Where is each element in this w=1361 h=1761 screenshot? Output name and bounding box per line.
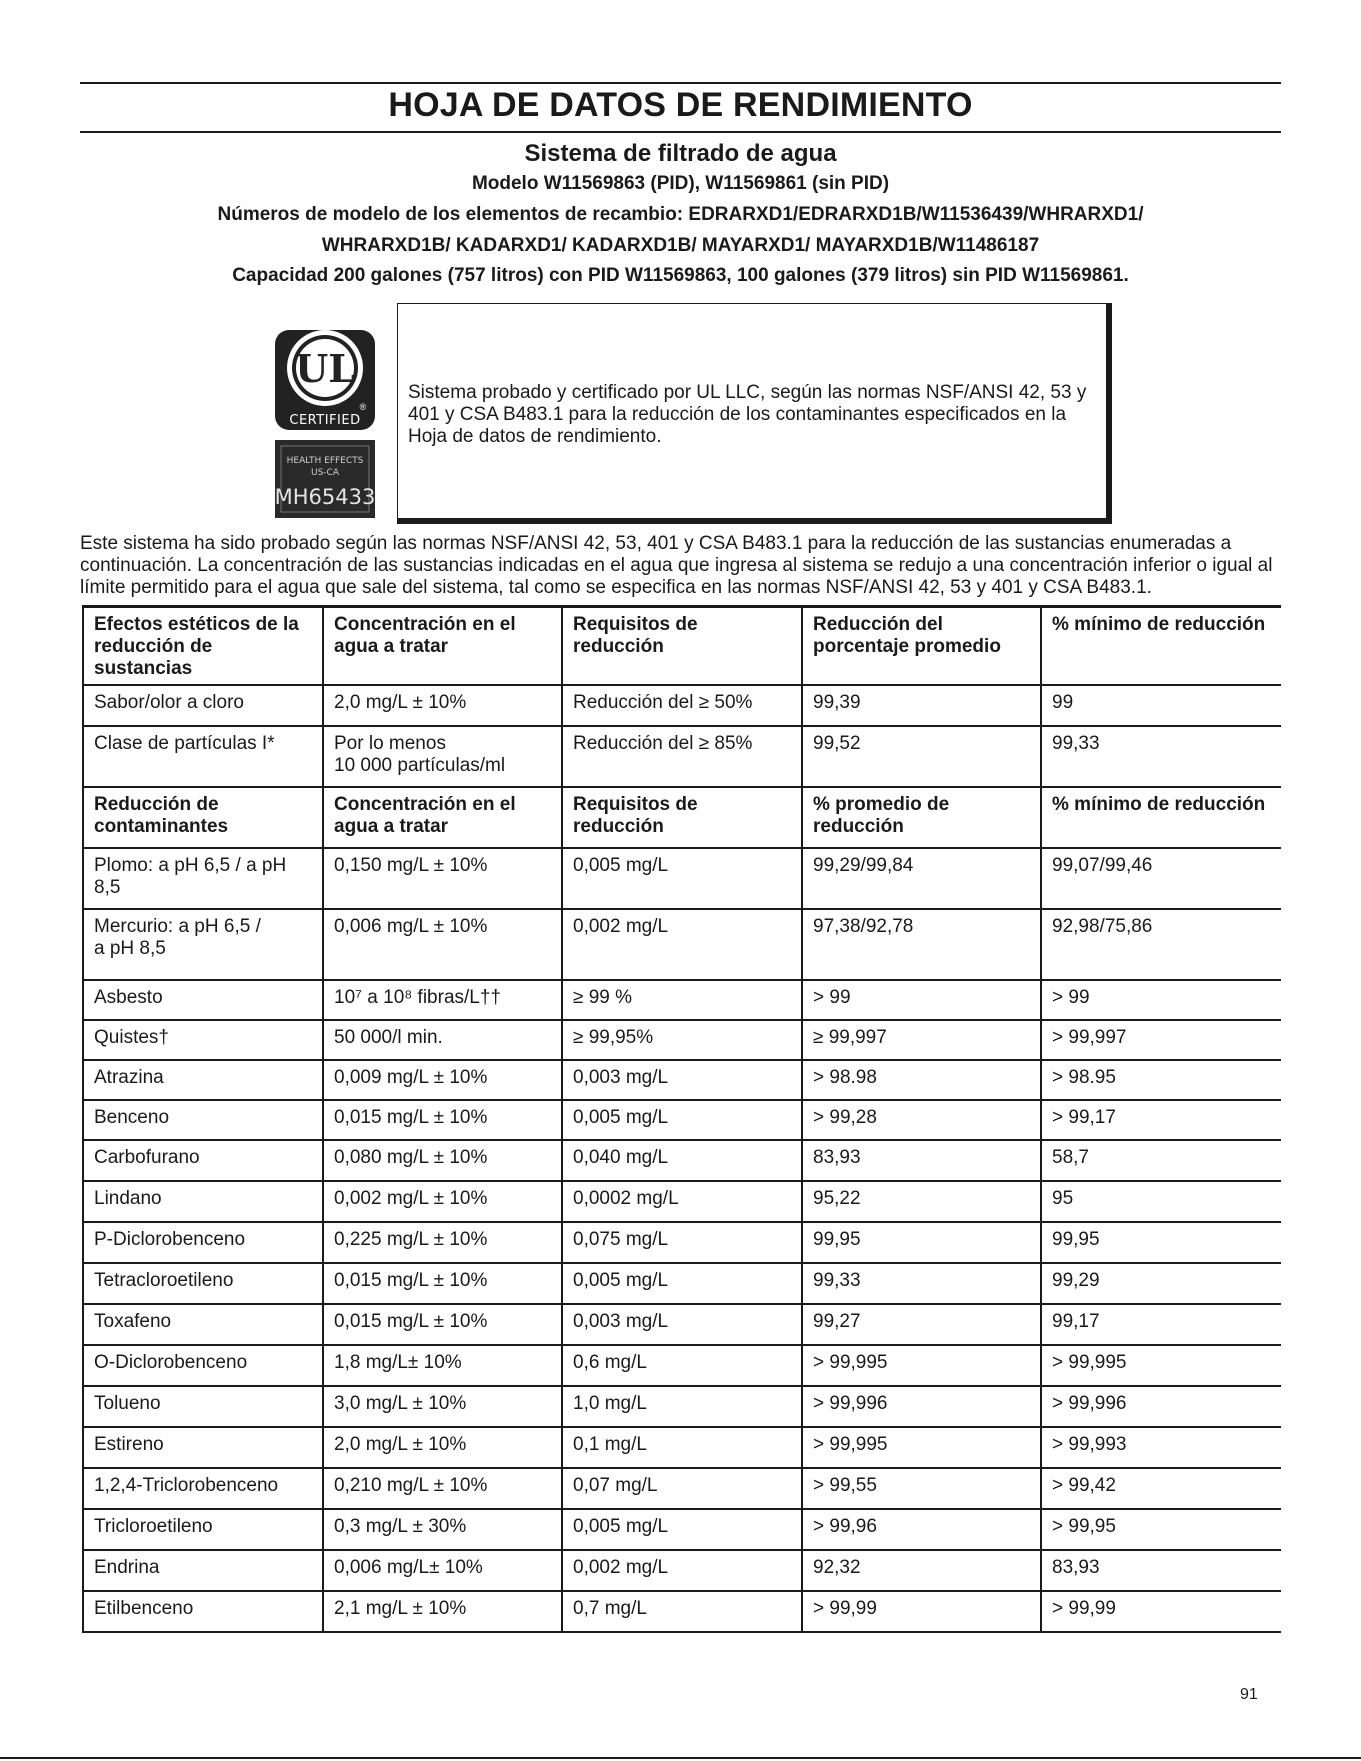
table-cell: 0,0002 mg/L (562, 1181, 802, 1222)
table-cell: Lindano (83, 1181, 323, 1222)
table-row (83, 685, 1281, 726)
table-row (83, 726, 1281, 787)
table-cell: 83,93 (1041, 1550, 1281, 1591)
table-cell: 0,006 mg/L± 10% (323, 1550, 562, 1591)
column-header: % mínimo de reducción (1041, 787, 1281, 848)
column-header: Requisitos de reducción (562, 607, 802, 685)
table-cell: > 99,99 (802, 1591, 1041, 1632)
table-cell: Benceno (83, 1100, 323, 1140)
certification-box (397, 303, 1112, 524)
table-cell: Por lo menos 10 000 partículas/ml (323, 726, 562, 787)
page-number: 91 (1240, 1686, 1258, 1703)
table-row (83, 1100, 1281, 1140)
table-cell: 0,005 mg/L (562, 1263, 802, 1304)
table-header-row (83, 607, 1281, 685)
table-cell: > 99,55 (802, 1468, 1041, 1509)
table-cell: ≥ 99,997 (802, 1020, 1041, 1060)
table-cell: 2,1 mg/L ± 10% (323, 1591, 562, 1632)
table-cell: 50 000/l min. (323, 1020, 562, 1060)
column-header: Requisitos de reducción (562, 787, 802, 848)
table-cell: 0,009 mg/L ± 10% (323, 1060, 562, 1100)
table-cell: O-Diclorobenceno (83, 1345, 323, 1386)
table-header-row (83, 787, 1281, 848)
table-cell: 0,015 mg/L ± 10% (323, 1304, 562, 1345)
table-cell: > 98.95 (1041, 1060, 1281, 1100)
table-row (83, 1468, 1281, 1509)
table-cell: P-Diclorobenceno (83, 1222, 323, 1263)
table-cell: > 99,96 (802, 1509, 1041, 1550)
table-cell: > 99,95 (1041, 1509, 1281, 1550)
table-cell: > 99,995 (802, 1345, 1041, 1386)
table-cell: > 99,993 (1041, 1427, 1281, 1468)
table-cell: ≥ 99 % (562, 980, 802, 1020)
table-cell: 99,17 (1041, 1304, 1281, 1345)
table-row (83, 848, 1281, 909)
system-subtitle: Sistema de filtrado de agua (524, 140, 837, 167)
model-line: Modelo W11569863 (PID), W11569861 (sin PID) (471, 173, 890, 194)
table-cell: 99,29/99,84 (802, 848, 1041, 909)
table-cell: 1,8 mg/L± 10% (323, 1345, 562, 1386)
table-cell: 0,225 mg/L ± 10% (323, 1222, 562, 1263)
table-row (83, 1427, 1281, 1468)
table-cell: Quistes† (83, 1020, 323, 1060)
table-cell: 0,040 mg/L (562, 1140, 802, 1181)
table-cell: 0,003 mg/L (562, 1304, 802, 1345)
table-cell: > 99,996 (802, 1386, 1041, 1427)
column-header: Concentración en el agua a tratar (323, 787, 562, 848)
table-row (83, 1550, 1281, 1591)
ul-registered-mark: ® (359, 402, 367, 412)
table-cell: 97,38/92,78 (802, 909, 1041, 980)
table-cell: 0,07 mg/L (562, 1468, 802, 1509)
table-cell: 0,6 mg/L (562, 1345, 802, 1386)
table-cell: Tetracloroetileno (83, 1263, 323, 1304)
table-row (83, 1263, 1281, 1304)
replacement-models-line-1: Números de modelo de los elementos de recambio: EDRARXD1/EDRARXD1B/W11536439/WHRARXD1/ (217, 204, 1144, 225)
table-row (83, 909, 1281, 980)
table-cell: > 99,42 (1041, 1468, 1281, 1509)
table-cell: > 99 (1041, 980, 1281, 1020)
table-cell: Toxafeno (83, 1304, 323, 1345)
top-rule (80, 82, 1281, 84)
table-cell: 0,015 mg/L ± 10% (323, 1100, 562, 1140)
table-cell: 0,150 mg/L ± 10% (323, 848, 562, 909)
table-cell: 3,0 mg/L ± 10% (323, 1386, 562, 1427)
certification-statement: Sistema probado y certificado por UL LLC, según las normas NSF/ANSI 42, 53 y 401 y CSA B483.1 para la reducción de los contaminantes especificados en la Hoja de datos de rendimiento. (408, 382, 1087, 447)
table-row (83, 1060, 1281, 1100)
table-cell: 10⁷ a 10⁸ fibras/L†† (323, 980, 562, 1020)
table-cell: 95 (1041, 1181, 1281, 1222)
table-cell: Etilbenceno (83, 1591, 323, 1632)
ul-certified-logo (275, 320, 375, 518)
table-cell: 0,005 mg/L (562, 1509, 802, 1550)
table-cell: Estireno (83, 1427, 323, 1468)
bottom-rule (0, 1757, 1361, 1759)
ul-region-text: US-CA (311, 468, 339, 478)
table-cell: 0,006 mg/L ± 10% (323, 909, 562, 980)
table-row (83, 1020, 1281, 1060)
table-cell: 0,1 mg/L (562, 1427, 802, 1468)
table-cell: Sabor/olor a cloro (83, 685, 323, 726)
table-cell: Reducción del ≥ 85% (562, 726, 802, 787)
table-cell: 99,07/99,46 (1041, 848, 1281, 909)
column-header: Concentración en el agua a tratar (323, 607, 562, 685)
table-cell: Tricloroetileno (83, 1509, 323, 1550)
table-cell: Clase de partículas I* (83, 726, 323, 787)
table-row (83, 1345, 1281, 1386)
table-cell: 99,29 (1041, 1263, 1281, 1304)
table-cell: Atrazina (83, 1060, 323, 1100)
table-cell: ≥ 99,95% (562, 1020, 802, 1060)
column-header: % promedio de reducción (802, 787, 1041, 848)
table-cell: 99,52 (802, 726, 1041, 787)
column-header: % mínimo de reducción (1041, 607, 1281, 685)
table-cell: > 99,997 (1041, 1020, 1281, 1060)
table-cell: 0,210 mg/L ± 10% (323, 1468, 562, 1509)
page-title: HOJA DE DATOS DE RENDIMIENTO (388, 86, 973, 124)
table-cell: > 99,28 (802, 1100, 1041, 1140)
table-cell: Plomo: a pH 6,5 / a pH 8,5 (83, 848, 323, 909)
column-header: Reducción de contaminantes (83, 787, 323, 848)
table-row (83, 980, 1281, 1020)
table-cell: 58,7 (1041, 1140, 1281, 1181)
performance-table-body (83, 607, 1281, 1632)
table-row (83, 1140, 1281, 1181)
table-cell: 95,22 (802, 1181, 1041, 1222)
table-cell: Reducción del ≥ 50% (562, 685, 802, 726)
table-cell: > 99,995 (1041, 1345, 1281, 1386)
table-cell: > 99 (802, 980, 1041, 1020)
table-cell: Mercurio: a pH 6,5 / a pH 8,5 (83, 909, 323, 980)
table-cell: 99,33 (1041, 726, 1281, 787)
table-cell: 0,003 mg/L (562, 1060, 802, 1100)
table-cell: 0,002 mg/L (562, 909, 802, 980)
table-cell: Asbesto (83, 980, 323, 1020)
table-cell: 83,93 (802, 1140, 1041, 1181)
table-cell: > 99,17 (1041, 1100, 1281, 1140)
table-cell: 1,0 mg/L (562, 1386, 802, 1427)
column-header: Reducción del porcentaje promedio (802, 607, 1041, 685)
table-cell: 0,7 mg/L (562, 1591, 802, 1632)
table-cell: 1,2,4-Triclorobenceno (83, 1468, 323, 1509)
table-cell: 99,27 (802, 1304, 1041, 1345)
table-row (83, 1222, 1281, 1263)
table-cell: 92,98/75,86 (1041, 909, 1281, 980)
title-underline (80, 131, 1281, 133)
table-cell: 92,32 (802, 1550, 1041, 1591)
table-row (83, 1386, 1281, 1427)
table-cell: 0,005 mg/L (562, 1100, 802, 1140)
table-cell: Tolueno (83, 1386, 323, 1427)
table-cell: 0,015 mg/L ± 10% (323, 1263, 562, 1304)
table-cell: Carbofurano (83, 1140, 323, 1181)
ul-listing-number: MH65433 (275, 485, 375, 509)
performance-data-table (82, 605, 1281, 1633)
replacement-models-line-2: WHRARXD1B/ KADARXD1/ KADARXD1B/ MAYARXD1/ MAYARXD1B/W11486187 (321, 235, 1040, 256)
table-cell: 99,95 (1041, 1222, 1281, 1263)
table-cell: > 99,99 (1041, 1591, 1281, 1632)
table-cell: 0,080 mg/L ± 10% (323, 1140, 562, 1181)
table-row (83, 1181, 1281, 1222)
table-cell: 0,002 mg/L ± 10% (323, 1181, 562, 1222)
table-cell: 0,002 mg/L (562, 1550, 802, 1591)
table-cell: > 99,996 (1041, 1386, 1281, 1427)
table-cell: 0,075 mg/L (562, 1222, 802, 1263)
ul-certified-text: CERTIFIED (289, 413, 361, 428)
table-cell: Endrina (83, 1550, 323, 1591)
table-cell: 99 (1041, 685, 1281, 726)
table-cell: 0,3 mg/L ± 30% (323, 1509, 562, 1550)
table-cell: 99,33 (802, 1263, 1041, 1304)
table-cell: 2,0 mg/L ± 10% (323, 1427, 562, 1468)
table-cell: 99,39 (802, 685, 1041, 726)
table-row (83, 1591, 1281, 1632)
capacity-line: Capacidad 200 galones (757 litros) con PID W11569863, 100 galones (379 litros) sin PID W11569861. (232, 265, 1129, 286)
table-row (83, 1509, 1281, 1550)
table-cell: > 98.98 (802, 1060, 1041, 1100)
table-row (83, 1304, 1281, 1345)
column-header: Efectos estéticos de la reducción de sustancias (83, 607, 323, 685)
table-cell: 0,005 mg/L (562, 848, 802, 909)
table-cell: > 99,995 (802, 1427, 1041, 1468)
table-cell: 99,95 (802, 1222, 1041, 1263)
intro-paragraph: Este sistema ha sido probado según las normas NSF/ANSI 42, 53, 401 y CSA B483.1 para la reducción de las sustancias enumeradas a continuación. La concentración de las sustancias indicadas en el agua que ingresa al sistema se redujo a una concentración inferior o igual al límite permitido para el agua que sale del sistema, tal como se especifica en las normas NSF/ANSI 42, 53 y 401 y CSA B483.1. (80, 533, 1273, 598)
ul-mark: UL (295, 346, 355, 391)
ul-health-effects-text: HEALTH EFFECTS (286, 456, 364, 466)
table-cell: 2,0 mg/L ± 10% (323, 685, 562, 726)
